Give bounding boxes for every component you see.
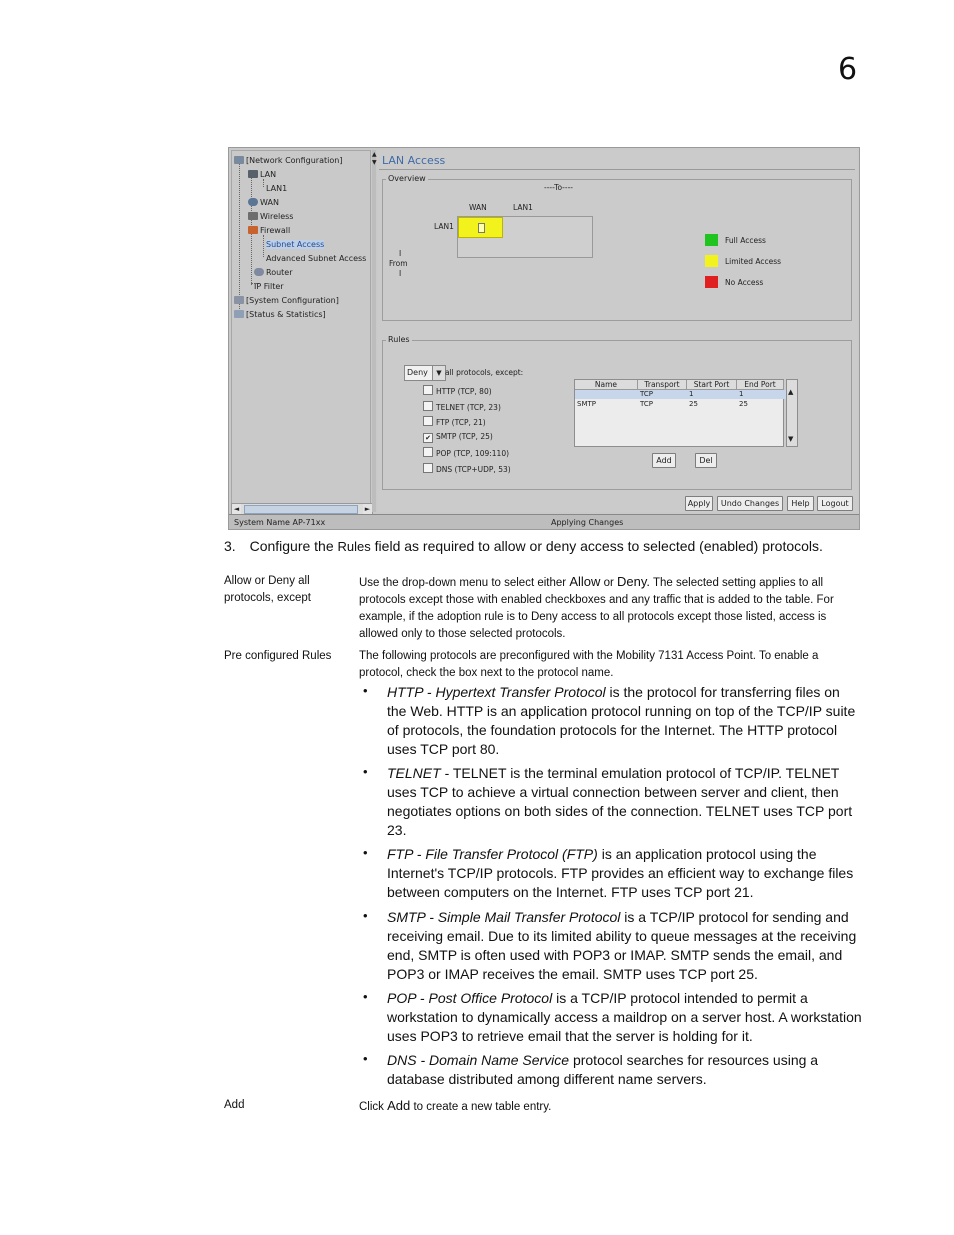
matrix-cell-lan1-wan[interactable]	[458, 217, 503, 238]
term-allow-deny: Allow or Deny all protocols, except	[224, 575, 311, 604]
allow-deny-select[interactable]	[404, 365, 446, 381]
checkbox[interactable]	[423, 463, 433, 473]
access-matrix	[457, 216, 593, 258]
desc-preconfigured-rules: The following protocols are preconfigured with the Mobility 7131 Access Point. To enable a protocol, check the box next to the protocol name.	[359, 650, 819, 679]
overview-group	[382, 174, 852, 321]
desc-add: Click Add to create a new table entry.	[359, 1098, 552, 1113]
table-cell: 1	[689, 390, 694, 398]
desc-allow-deny: Use the drop-down menu to select either Allow or Deny. The selected setting applies to all protocols except those with enabled checkboxes and any traffic that is added to the table. For example, if the adoption rule is to Deny access to all protocols except those listed, access is allowed only to those selected protocols.	[359, 574, 834, 640]
checkbox-checked[interactable]: ✔	[423, 433, 433, 443]
table-row-selected[interactable]	[575, 390, 787, 399]
tree-item-lan1[interactable]: LAN1	[266, 184, 288, 193]
protocol-checkbox-smtp[interactable]: ✔ SMTP (TCP, 25)	[423, 432, 493, 443]
router-icon	[254, 268, 264, 276]
table-vertical-scrollbar[interactable]	[786, 379, 798, 447]
navigation-tree	[231, 150, 371, 504]
wan-column-header: WAN	[469, 203, 487, 212]
splitter-down-icon[interactable]: ▼	[372, 159, 377, 166]
from-tick-bottom: I	[399, 269, 402, 278]
splitter-up-icon[interactable]: ▲	[372, 151, 377, 158]
ui-keyword-rules: Rules	[337, 539, 371, 554]
to-label: ----To----	[544, 183, 573, 192]
lan-icon	[248, 170, 258, 178]
bullet-icon: •	[363, 1051, 368, 1066]
table-header[interactable]: Name	[575, 380, 638, 390]
system-name: System Name AP-71xx	[234, 518, 326, 527]
chevron-down-icon[interactable]: ▼	[432, 366, 445, 380]
table-cell: 1	[739, 390, 744, 398]
bullet-icon: •	[363, 908, 368, 923]
rules-label: Rules	[388, 335, 410, 344]
tree-item-system-configuration[interactable]: [System Configuration]	[234, 296, 339, 306]
select-value: Deny	[407, 368, 428, 377]
rules-table[interactable]	[574, 379, 784, 447]
del-button[interactable]: Del	[695, 453, 717, 468]
status-bar	[229, 514, 859, 530]
checkbox[interactable]	[423, 447, 433, 457]
table-cell: TCP	[640, 390, 653, 398]
protocol-checkbox-telnet[interactable]: TELNET (TCP, 23)	[423, 401, 501, 412]
lan1-column-header: LAN1	[513, 203, 533, 212]
protocol-checkbox-pop[interactable]: POP (TCP, 109:110)	[423, 447, 509, 458]
tree-item-firewall[interactable]: Firewall	[248, 226, 290, 236]
bullet-dns: DNS - Domain Name Service protocol searches for resources using a database distributed among different name servers.	[387, 1052, 819, 1087]
system-config-icon	[234, 296, 244, 304]
network-folder-icon	[234, 156, 244, 164]
bullet-smtp: SMTP - Simple Mail Transfer Protocol is a TCP/IP protocol for sending and receiving email. Due to its limited ability to queue messages at the receiving end, SMTP is often used with POP3 or IMAP. SMTP sends the email, and POP3 or IMAP receives the email. SMTP uses TCP port 25.	[387, 909, 857, 982]
bullet-telnet: TELNET - TELNET is the terminal emulation protocol of TCP/IP. TELNET uses TCP to achieve a virtual connection between server and client, then negotiates options on both sides of the connection. TELNET uses TCP port 23.	[387, 765, 853, 838]
lan-access-panel	[377, 150, 857, 512]
wan-globe-icon	[248, 198, 258, 206]
lan1-row-header: LAN1	[434, 222, 454, 231]
scroll-down-arrow-icon[interactable]: ▼	[788, 435, 794, 443]
full-access-swatch	[705, 234, 718, 246]
pane-splitter[interactable]	[372, 150, 376, 512]
scroll-up-arrow-icon[interactable]: ▲	[788, 388, 794, 396]
wireless-icon	[248, 212, 258, 220]
panel-title: LAN Access	[382, 154, 446, 167]
full-access-label: Full Access	[725, 236, 766, 245]
table-header[interactable]: Transport	[638, 380, 687, 390]
tree-item-router[interactable]: Router	[254, 268, 293, 278]
bullet-icon: •	[363, 989, 368, 1004]
bullet-icon: •	[363, 764, 368, 779]
status-text: Applying Changes	[551, 518, 624, 527]
from-tick-top: I	[399, 249, 402, 258]
bullet-icon: •	[363, 683, 368, 698]
step-3: 3. Configure the Rules field as required to allow or deny access to selected (enabled) protocols.	[224, 538, 823, 554]
except-text: all protocols, except:	[445, 368, 524, 377]
from-label: From	[389, 259, 408, 268]
apply-button[interactable]: Apply	[685, 496, 713, 511]
bullet-ftp: FTP - File Transfer Protocol (FTP) is an application protocol using the Internet's TCP/IP protocols. FTP provides an efficient way to exchange files between computers on the Internet. FTP uses TCP port 21.	[387, 846, 854, 900]
undo-changes-button[interactable]: Undo Changes	[717, 496, 783, 511]
bullet-http: HTTP - Hypertext Transfer Protocol is the protocol for transferring files on the Web. HTTP is an application protocol running on top of the TCP/IP suite of protocols, the foundation protocols for the Internet. The HTTP protocol uses TCP port 80.	[387, 684, 856, 757]
table-cell: TCP	[640, 400, 653, 408]
tree-item-wireless[interactable]: Wireless	[248, 212, 293, 222]
checkbox[interactable]	[423, 385, 433, 395]
ui-keyword-deny: Deny.	[617, 574, 651, 589]
tree-item-network-configuration[interactable]: [Network Configuration]	[234, 156, 342, 166]
tree-item-status-statistics[interactable]: [Status & Statistics]	[234, 310, 326, 320]
term-preconfigured-rules: Pre configured Rules	[224, 650, 332, 662]
step-number: 3.	[224, 538, 236, 554]
checkbox[interactable]	[423, 401, 433, 411]
table-cell: 25	[739, 400, 748, 408]
no-access-swatch	[705, 276, 718, 288]
limited-access-swatch	[705, 255, 718, 267]
table-header[interactable]: Start Port	[687, 380, 737, 390]
bullet-pop: POP - Post Office Protocol is a TCP/IP protocol intended to permit a workstation to dynamically access a maildrop on a server host. A workstation uses POP3 to retrieve email that the server is holding for it.	[387, 990, 862, 1044]
table-cell: SMTP	[577, 400, 596, 408]
term-add: Add	[224, 1099, 245, 1111]
no-access-label: No Access	[725, 278, 764, 287]
protocol-checkbox-http[interactable]: HTTP (TCP, 80)	[423, 385, 492, 396]
scroll-right-arrow-icon[interactable]: ►	[364, 505, 371, 513]
protocol-checkbox-ftp[interactable]: FTP (TCP, 21)	[423, 416, 486, 427]
tree-item-subnet-access[interactable]: Subnet Access	[266, 240, 325, 249]
checkbox[interactable]	[423, 416, 433, 426]
scrollbar-thumb[interactable]	[244, 505, 358, 514]
tree-item-advanced-subnet-access[interactable]: Advanced Subnet Access	[266, 254, 367, 263]
scroll-left-arrow-icon[interactable]: ◄	[233, 505, 240, 513]
tree-item-ip-filter[interactable]: IP Filter	[254, 282, 284, 291]
firewall-icon	[248, 226, 258, 234]
add-button[interactable]: Add	[652, 453, 676, 468]
table-cell: 25	[689, 400, 698, 408]
protocol-checkbox-dns[interactable]: DNS (TCP+UDP, 53)	[423, 463, 511, 474]
tree-item-wan[interactable]: WAN	[248, 198, 279, 208]
ap-config-screenshot	[228, 147, 860, 530]
ui-keyword-allow: Allow	[569, 574, 601, 589]
overview-label: Overview	[388, 174, 426, 183]
ui-keyword-add: Add	[387, 1098, 411, 1113]
tree-item-lan[interactable]: LAN	[248, 170, 276, 180]
help-button[interactable]: Help	[787, 496, 814, 511]
statistics-icon	[234, 310, 244, 318]
bullet-icon: •	[363, 845, 368, 860]
chapter-number: 6	[838, 52, 858, 87]
table-header[interactable]: End Port	[737, 380, 784, 390]
limited-access-label: Limited Access	[725, 257, 782, 266]
logout-button[interactable]: Logout	[817, 496, 853, 511]
